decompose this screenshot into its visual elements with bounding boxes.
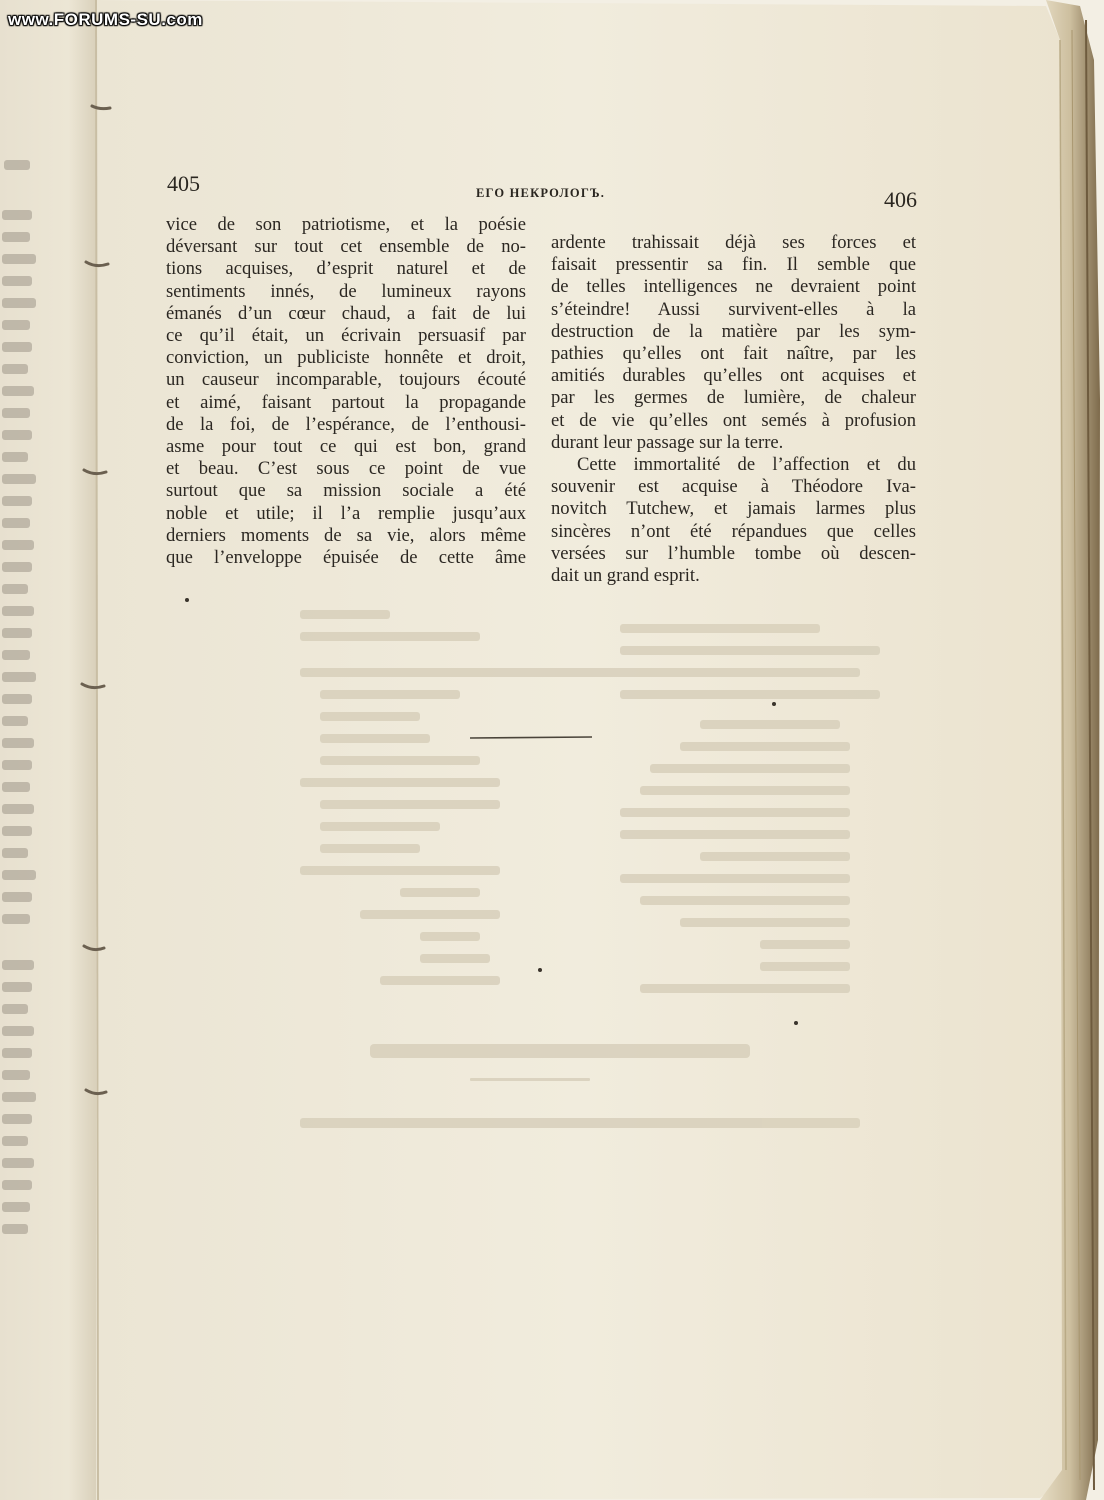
text-line: surtout que sa mission sociale a été [166, 480, 526, 502]
page-number-right: 406 [884, 187, 917, 212]
text-line: et beau. C’est sous ce point de vue [166, 458, 526, 480]
page-number-left: 405 [167, 171, 200, 196]
text-line: vice de son patriotisme, et la poésie [166, 214, 526, 235]
site-watermark: www.FORUMS-SU.com [8, 10, 203, 29]
text-line: conviction, un publiciste honnête et droit, [166, 347, 526, 369]
left-text-column [166, 214, 526, 569]
text-line: pathies qu’elles ont fait naître, par les [551, 343, 916, 365]
text-line: s’éteindre! Aussi survivent-elles à la [551, 298, 916, 320]
running-title: ЕГО НЕКРОЛОГЪ. [476, 186, 606, 200]
text-line: et de vie qu’elles ont semés à profusion [551, 409, 916, 431]
text-line: sentiments innés, de lumineux rayons [166, 280, 526, 302]
text-line: de telles intelligences ne devraient point [551, 276, 916, 298]
text-line: faisait pressentir sa fin. Il semble que [551, 254, 916, 276]
text-line: que l’enveloppe épuisée de cette âme [166, 547, 526, 569]
text-line: ce qu’il était, un écrivain persuasif par [166, 325, 526, 347]
text-line: émanés d’un cœur chaud, a fait de lui [166, 302, 526, 324]
text-line: souvenir est acquise à Théodore Iva- [551, 476, 916, 498]
text-line: destruction de la matière par les sym- [551, 320, 916, 342]
text-line: durant leur passage sur la terre. [551, 431, 784, 453]
text-line: amitiés durables qu’elles ont acquises et [551, 365, 916, 387]
text-line: novitch Tutchew, et jamais larmes plus [551, 498, 916, 520]
text-line: Cette immortalité de l’affection et du [577, 454, 916, 476]
text-line: tions acquises, d’esprit naturel et de [166, 258, 526, 280]
right-text-column [551, 232, 916, 587]
section-divider [470, 737, 592, 738]
text-line: ardente trahissait déjà ses forces et [551, 232, 916, 253]
previous-page-strip [0, 0, 98, 1500]
text-line: par les germes de lumière, de chaleur [551, 387, 916, 409]
text-line: noble et utile; il l’a remplie jusqu’aux [166, 502, 526, 524]
text-line: de la foi, de l’espérance, de l’enthousi- [166, 413, 526, 435]
text-line: et aimé, faisant partout la propagande [166, 391, 526, 413]
text-line: derniers moments de sa vie, alors même [166, 524, 526, 546]
text-line: un causeur incomparable, toujours écouté [166, 369, 526, 391]
text-line: dait un grand esprit. [551, 565, 700, 587]
text-line: sincères n’ont été répandues que celles [551, 520, 916, 542]
text-line: déversant sur tout cet ensemble de no- [166, 236, 526, 258]
text-line: asme pour tout ce qui est bon, grand [166, 436, 526, 458]
text-line: versées sur l’humble tombe où descen- [551, 542, 916, 564]
